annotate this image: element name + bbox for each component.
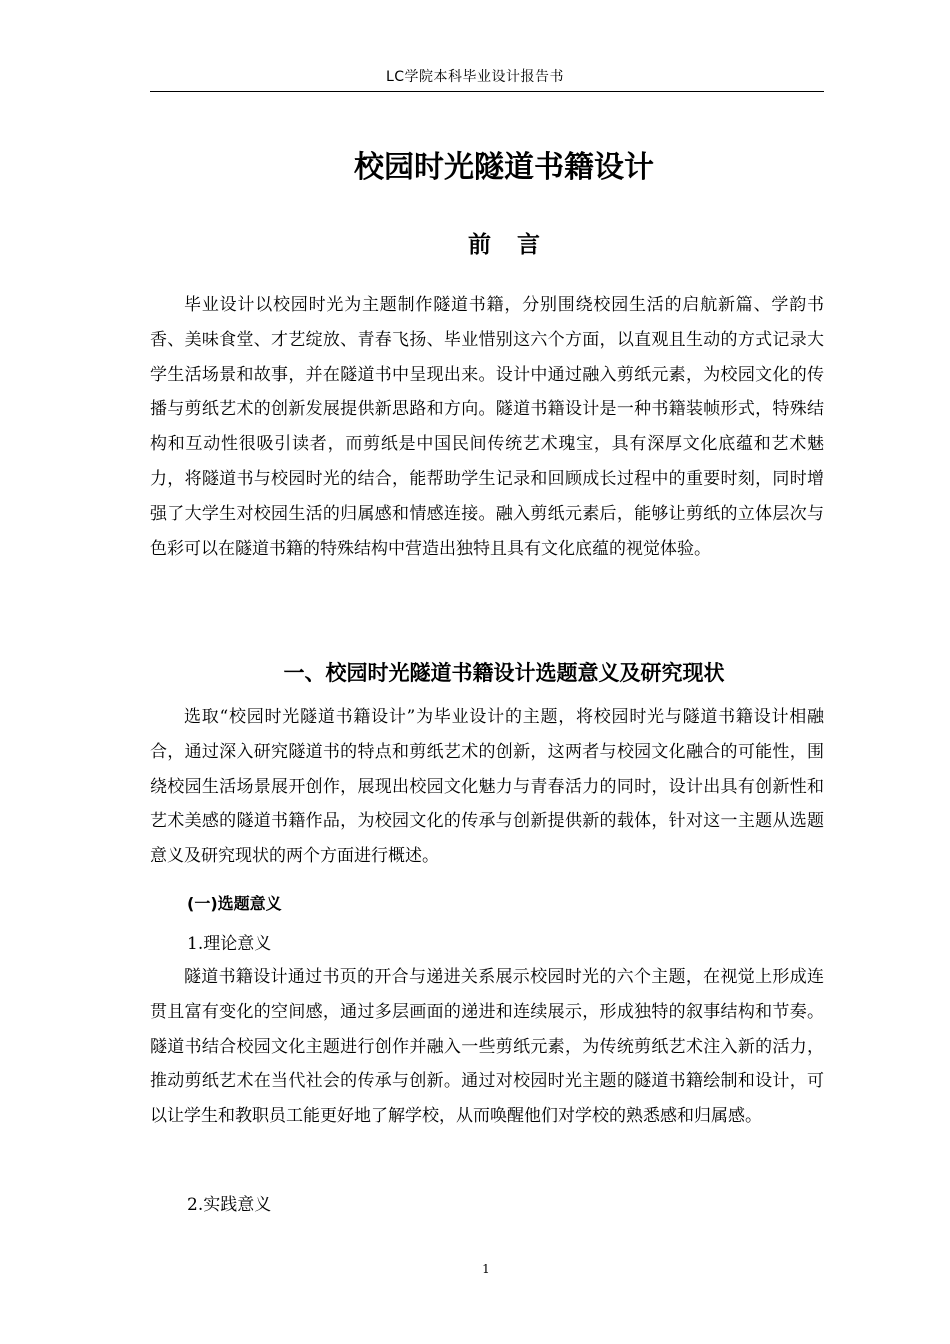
practice-heading: 2.实践意义 — [187, 1195, 272, 1215]
foreword-heading — [0, 226, 950, 259]
foreword-char-1: 前 — [468, 232, 491, 258]
section-1-paragraph: 选取“校园时光隧道书籍设计”为毕业设计的主题，将校园时光与隧道书籍设计相融合，通过深入研究隧道书的特点和剪纸艺术的创新，这两者与校园文化融合的可能性，围绕校园生活场景展开创作，展现出校园文化魅力与青春活力的同时，设计出具有创新性和艺术美感的隧道书籍作品，为校园文化的传承与创新提供新的载体，针对这一主题从选题意义及研究现状的两个方面进行概述。 — [150, 707, 824, 867]
foreword-char-2: 言 — [517, 232, 540, 258]
theory-heading: 1.理论意义 — [187, 934, 272, 954]
subsection-heading: (一)选题意义 — [187, 894, 282, 913]
document-title: 校园时光隧道书籍设计 — [354, 150, 654, 185]
theory-paragraph: 隧道书籍设计通过书页的开合与递进关系展示校园时光的六个主题，在视觉上形成连贯且富有变化的空间感，通过多层画面的递进和连续展示，形成独特的叙事结构和节奏。隧道书结合校园文化主题进行创作并融入一些剪纸元素，为传统剪纸艺术注入新的活力，推动剪纸艺术在当代社会的传承与创新。通过对校园时光主题的隧道书籍绘制和设计，可以让学生和教职员工能更好地了解学校，从而唤醒他们对学校的熟悉感和归属感。 — [150, 967, 824, 1127]
intro-paragraph: 毕业设计以校园时光为主题制作隧道书籍，分别围绕校园生活的启航新篇、学韵书香、美味食堂、才艺绽放、青春飞扬、毕业惜别这六个方面，以直观且生动的方式记录大学生活场景和故事，并在隧道书中呈现出来。设计中通过融入剪纸元素，为校园文化的传播与剪纸艺术的创新发展提供新思路和方向。隧道书籍设计是一种书籍装帧形式，特殊结构和互动性很吸引读者，而剪纸是中国民间传统艺术瑰宝，具有深厚文化底蕴和艺术魅力，将隧道书与校园时光的结合，能帮助学生记录和回顾成长过程中的重要时刻，同时增强了大学生对校园生活的归属感和情感连接。融入剪纸元素后，能够让剪纸的立体层次与色彩可以在隧道书籍的特殊结构中营造出独特且具有文化底蕴的视觉体验。 — [150, 295, 824, 559]
page-number: 1 — [482, 1262, 490, 1276]
header-divider — [150, 91, 824, 92]
section-1-heading: 一、校园时光隧道书籍设计选题意义及研究现状 — [283, 661, 725, 685]
running-header: LC学院本科毕业设计报告书 — [385, 69, 565, 85]
